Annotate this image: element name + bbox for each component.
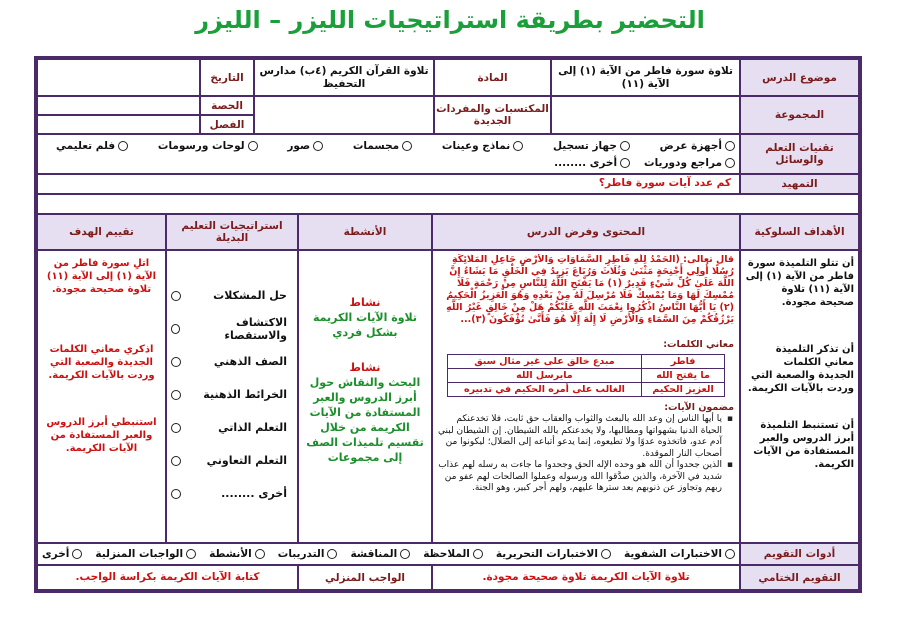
content-column [432,250,740,543]
radio-circle-icon[interactable] [171,423,181,433]
topic-value: تلاوة سورة فاطر من الآية (١) إلى الآية (١١) [551,59,740,96]
activity-2-title: نشاط [349,361,381,374]
option-label: التدريبات [277,548,325,560]
final-value: تلاوة الآيات الكريمة تلاوة صحيحة مجودة. [432,565,740,590]
radio-circle-icon[interactable] [725,158,735,168]
option-label: الاختبارات الشفوية [623,548,722,560]
checkbox-option[interactable] [644,157,735,169]
objective-3: أن تستنبط التلميذة أبرز الدروس والعبر المستفادة من الآيات الكريمة. [753,420,854,470]
radio-circle-icon[interactable] [72,549,82,559]
vocab-word: العزيز الحكيم [641,383,724,397]
radio-circle-icon[interactable] [171,291,181,301]
strategy-item[interactable] [171,378,287,411]
activity-1-text: تلاوة الآيات الكريمة بشكل فردي [312,311,418,339]
verse-text: قال تعالى: (الْحَمْدُ لِلَّهِ فَاطِرِ السَّمَاوَاتِ وَالْأَرْضِ جَاعِلِ الْمَلَائِكَةِ رُسُلًا أُولِي أَجْنِحَةٍ مَثْنَىٰ وَثُلَاثَ وَرُبَاعَ يَزِيدُ فِي الْخَلْقِ مَا يَشَاءُ إِنَّ اللَّهَ عَلَىٰ كُلِّ شَيْءٍ قَدِيرٌ (١) مَا يَفْتَحِ اللَّهُ لِلنَّاسِ مِنْ رَحْمَةٍ فَلَا مُمْسِكَ لَهَا وَمَا يُمْسِكْ فَلَا مُرْسِلَ لَهُ مِنْ بَعْدِهِ وَهُوَ الْعَزِيزُ الْحَكِيمُ (٢) يَا أَيُّهَا النَّاسُ اذْكُرُوا نِعْمَتَ اللَّهِ عَلَيْكُمْ هَلْ مِنْ خَالِقٍ غَيْرُ اللَّهِ يَرْزُقُكُمْ مِنَ السَّمَاءِ وَالْأَرْضِ لَا إِلَٰهَ إِلَّا هُوَ فَأَنَّىٰ تُؤْفَكُونَ (٣)... [446,254,734,325]
final-label: التقويم الختامي [740,565,859,590]
radio-circle-icon[interactable] [118,141,128,151]
vocab-value[interactable] [254,96,434,134]
strategy-item[interactable] [171,444,287,477]
strategy-label: حل المشكلات [213,289,287,302]
checkbox-option[interactable] [496,548,611,560]
option-label: الملاحظة [423,548,470,560]
strategy-label: الاكتشاف والاستقصاء [224,315,287,342]
radio-circle-icon[interactable] [171,390,181,400]
radio-circle-icon[interactable] [171,357,181,367]
checkbox-option[interactable] [42,548,82,560]
vocab-table [447,354,725,397]
checkbox-option[interactable] [278,548,338,560]
checkbox-option[interactable] [353,140,412,152]
vocab-row [447,355,724,369]
activities-column [298,250,432,543]
radio-circle-icon[interactable] [186,549,196,559]
radio-circle-icon[interactable] [620,141,630,151]
checkbox-option[interactable] [350,548,410,560]
strategy-label: أخرى ........ [221,487,287,500]
evaluation-1: اتلِ سورة فاطر من الآية (١) إلى الآية (١١) تلاوة صحيحة مجودة. [46,258,157,295]
class-value[interactable] [37,115,200,134]
objective-2: أن تذكر التلميذة معاني الكلمات الجديدة والصعبة التي وردت بالآيات الكريمة. [747,344,854,394]
period-label: الحصة [200,96,254,115]
strategy-item[interactable] [171,411,287,444]
strategy-label: الصف الذهني [213,355,287,368]
radio-circle-icon[interactable] [400,549,410,559]
group-value[interactable] [551,96,740,134]
subject-label: المادة [434,59,551,96]
strategy-label: التعلم الذاتي [218,421,287,434]
strategy-item[interactable] [171,345,287,378]
option-label: جهاز تسجيل [552,139,617,152]
radio-circle-icon[interactable] [725,141,735,151]
group-label: المجموعة [740,96,859,134]
spacer-row [37,194,859,214]
option-label: الأنشطة [209,548,252,560]
vocab-meaning: مبدع خالق على غير مثال سبق [447,355,641,369]
checkbox-option[interactable] [554,157,630,169]
checkbox-option[interactable] [158,140,258,152]
intro-label: التمهيد [740,174,859,194]
tech-row-2 [42,154,735,171]
checkbox-option[interactable] [553,140,630,152]
option-label: مجسمات [352,139,400,152]
topic-label: موضوع الدرس [740,59,859,96]
option-label: مراجع ودوريات [644,156,722,169]
theme-item: ▪ يا أيها الناس إن وعد الله بالبعث والثواب والعقاب حق ثابت، فلا تخدعنكم الحياة الدنيا بشهواتها ومطالبها، ولا يخدعنكم بالله الشيطان. إن الشيطان لبني آدم عدو، فاتخذوه عدوًا ولا تطيعوه، إنما يدعو أتباعه إلى الضلال؛ ليكونوا من أصحاب النار الموقدة. [438,414,722,460]
vocab-row [447,383,724,397]
tech-options [37,134,740,174]
theme-item: ▪ الذين جحدوا أن الله هو وحده الإله الحق وجحدوا ما جاءت به رسله لهم عذاب شديد في الآخرة، والذين صدَّقوا الله ورسوله وعملوا الصالحات لهم عفو من ربهم وتجاوز عن ذنوبهم بعد سترها عليهم، ولهم أجر كبير، وهو الجنة. [438,460,722,495]
option-label: أخرى ........ [554,156,618,169]
checkbox-option[interactable] [56,140,128,152]
radio-circle-icon[interactable] [513,141,523,151]
radio-circle-icon[interactable] [171,456,181,466]
vocab-meaning: مايرسل الله [447,369,641,383]
themes-label: مضمون الآيات: [664,402,734,413]
strategy-item[interactable] [171,477,287,510]
radio-circle-icon[interactable] [171,324,180,334]
evaluation-header: تقييم الهدف [37,214,166,250]
homework-value: كتابة الآيات الكريمة بكراسة الواجب. [37,565,298,590]
period-value[interactable] [37,96,200,115]
evaluation-2: اذكري معاني الكلمات الجديدة والصعبة التي وردت بالآيات الكريمة. [48,344,155,381]
meanings-label: معاني الكلمات: [663,339,734,350]
checkbox-option[interactable] [423,548,483,560]
date-value[interactable] [37,59,200,96]
strategy-label: الخرائط الذهنية [203,388,287,401]
tools-options [37,543,740,565]
strategies-header: استراتيجيات التعليم البديلة [166,214,298,250]
option-label: أجهزة عرض [659,139,722,152]
strategies-list [171,279,287,510]
radio-circle-icon[interactable] [255,549,265,559]
option-label: نماذج وعينات [441,139,511,152]
objectives-header: الأهداف السلوكية [740,214,859,250]
activity-2-text: البحث والنقاش حول أبرز الدروس والعبر المستفادة من الآيات الكريمة من خلال تقسيم تلميذات الصف إلى مجموعات [306,376,424,464]
tech-row-1 [42,137,735,154]
objectives-column [740,250,859,543]
checkbox-option[interactable] [624,548,735,560]
checkbox-option[interactable] [442,140,523,152]
objective-1: أن تتلو التلميذة سورة فاطر من الآية (١) إلى الآية (١١) تلاوة صحيحة مجودة. [745,258,854,308]
content-header: المحتوى وفرض الدرس [432,214,740,250]
option-label: الاختبارات التحريرية [495,548,598,560]
class-label: الفصل [200,115,254,134]
vocab-word: فاطر [641,355,724,369]
vocab-meaning: الغالب على أمره الحكيم في تدبيره [447,383,641,397]
subject-value: تلاوة القرآن الكريم (٤ب) مدارس التحفيظ [254,59,434,96]
radio-circle-icon[interactable] [620,158,630,168]
radio-circle-icon[interactable] [601,549,611,559]
activity-1-title: نشاط [349,296,381,309]
evaluation-column [37,250,166,543]
option-label: المناقشة [350,548,398,560]
date-label: التاريخ [200,59,254,96]
checkbox-option[interactable] [95,548,196,560]
checkbox-option[interactable] [287,140,323,152]
strategy-label: التعلم التعاوني [206,454,287,467]
radio-circle-icon[interactable] [313,141,323,151]
radio-circle-icon[interactable] [171,489,181,499]
checkbox-option[interactable] [660,140,735,152]
radio-circle-icon[interactable] [725,549,735,559]
option-label: لوحات ورسومات [157,139,245,152]
activities-header: الأنشطة [298,214,432,250]
vocab-label: المكتسبات والمفردات الجديدة [434,96,551,134]
option-label: الواجبات المنزلية [95,548,184,560]
tech-label: تقنيات التعلم والوسائل [740,134,859,174]
radio-circle-icon[interactable] [327,549,337,559]
evaluation-3: استنبطي أبرز الدروس والعبر المستفادة من الآيات الكريمة. [46,417,157,454]
strategies-column [166,250,298,543]
vocab-row [447,369,724,383]
option-label: أخرى [42,548,70,560]
option-label: فلم تعليمي [56,139,116,152]
option-label: صور [287,139,311,152]
intro-value: كم عدد آيات سورة فاطر؟ [37,174,740,194]
themes-list [438,414,734,495]
strategy-item[interactable] [171,312,287,345]
tools-label: أدوات التقويم [740,543,859,565]
radio-circle-icon[interactable] [402,141,412,151]
strategy-item[interactable] [171,279,287,312]
vocab-word: ما يفتح الله [641,369,724,383]
checkbox-option[interactable] [209,548,265,560]
radio-circle-icon[interactable] [248,141,258,151]
homework-label: الواجب المنزلي [298,565,432,590]
radio-circle-icon[interactable] [473,549,483,559]
page-title: التحضير بطريقة استراتيجيات الليزر – الليزر [195,6,705,34]
